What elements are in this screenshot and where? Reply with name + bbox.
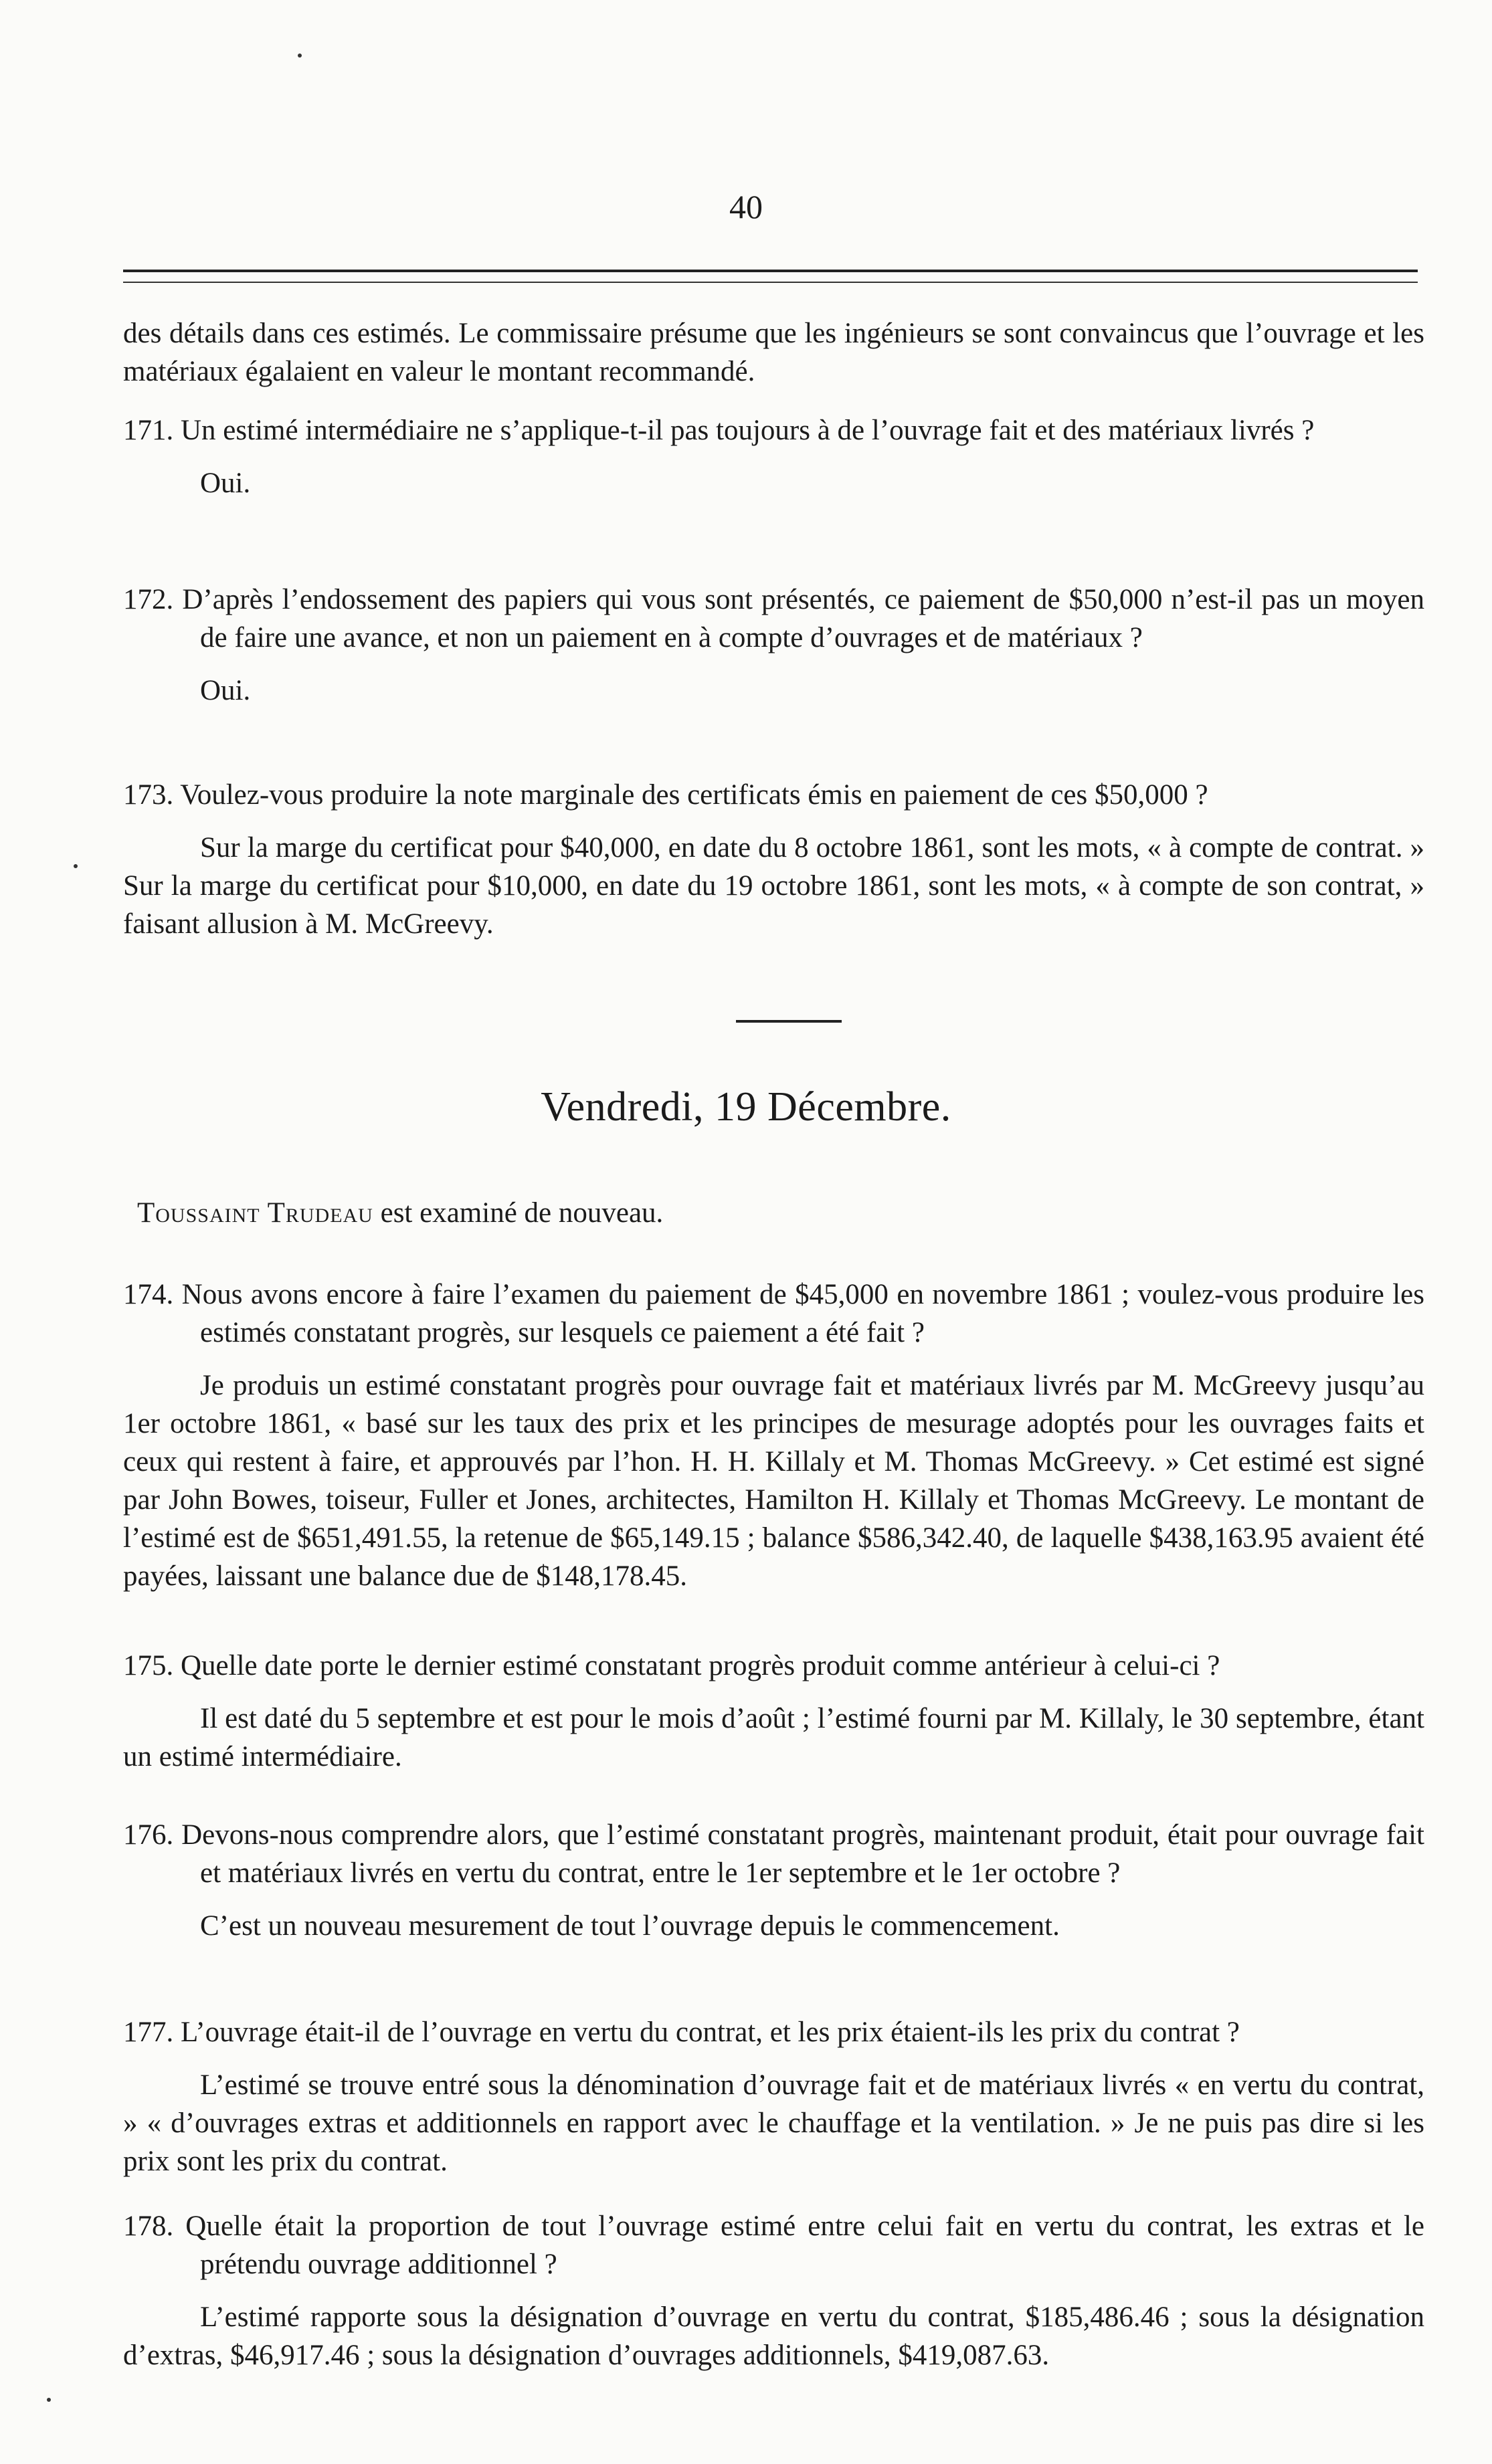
section-divider (736, 1020, 842, 1023)
question-175 (123, 1647, 1424, 1776)
intro-paragraph (123, 314, 1424, 391)
question-173 (123, 776, 1424, 943)
question-text: 173. Voulez-vous produire la note marginale des certificats émis en paiement de ces $50,000 ? (123, 779, 1208, 811)
question-text: 177. L’ouvrage était-il de l’ouvrage en vertu du contrat, et les prix étaient-ils les prix du contrat ? (123, 2017, 1240, 2048)
question-177 (123, 2013, 1424, 2180)
header-rule-thick (123, 270, 1418, 272)
answer-text: Je produis un estimé constatant progrès pour ouvrage fait et matériaux livrés par M. McGreevy jusqu’au 1er octobre 1861, « basé sur les taux des prix et les principes de mesurage adoptés pour les ouvrages faits et ceux qui restent à faire, et approuvés par l’hon. H. H. Killaly et M. Thomas McGreevy. » Cet estimé est signé par John Bowes, toiseur, Fuller et Jones, architectes, Hamilton H. Killaly et Thomas McGreevy. Le montant de l’estimé est de $651,491.55, la retenue de $65,149.15 ; balance $586,342.40, de laquelle $438,163.95 avaient été payées, laissant une balance due de $148,178.45. (123, 1370, 1424, 1592)
question-text: 176. Devons-nous comprendre alors, que l’estimé constatant progrès, maintenant produit, était pour ouvrage fait et matériaux livrés en vertu du contrat, entre le 1er septembre et le 1er octobre ? (123, 1819, 1424, 1889)
intro-text: des détails dans ces estimés. Le commissaire présume que les ingénieurs se sont convaincus que l’ouvrage et les matériaux égalaient en valeur le montant recommandé. (123, 318, 1424, 387)
answer-text: Il est daté du 5 septembre et est pour le mois d’août ; l’estimé fourni par M. Killaly, le 30 septembre, étant un estimé intermédiaire. (123, 1703, 1424, 1772)
answer-text: Sur la marge du certificat pour $40,000, en date du 8 octobre 1861, sont les mots, « à compte de contrat. » Sur la marge du certificat pour $10,000, en date du 19 octobre 1861, sont les mots, « à compte de son contrat, » faisant allusion à M. McGreevy. (123, 832, 1424, 940)
answer-text: L’estimé rapporte sous la désignation d’ouvrage en vertu du contrat, $185,486.46 ; sous la désignation d’extras, $46,917.46 ; sous la désignation d’ouvrages additionnels, $419,087.63. (123, 2301, 1424, 2371)
question-172 (123, 581, 1424, 710)
section-date-heading: Vendredi, 19 Décembre. (541, 1084, 951, 1130)
witness-text: est examiné de nouveau. (380, 1197, 664, 1229)
scan-speck (47, 2398, 51, 2402)
question-178 (123, 2207, 1424, 2374)
question-171 (123, 411, 1424, 502)
question-text: 172. D’après l’endossement des papiers qui vous sont présentés, ce paiement de $50,000 n’est-il pas un moyen de faire une avance, et non un paiement en à compte d’ouvrages et de matériaux ? (123, 584, 1424, 653)
scan-speck (74, 864, 78, 868)
answer-text: L’estimé se trouve entré sous la dénomination d’ouvrage fait et de matériaux livrés « en vertu du contrat, » « d’ouvrages extras et additionnels en rapport avec le chauffage et la ventilation. » Je ne puis pas dire si les prix sont les prix du contrat. (123, 2069, 1424, 2177)
question-text: 175. Quelle date porte le dernier estimé constatant progrès produit comme antérieur à celui-ci ? (123, 1650, 1220, 1681)
header-rule-thin (123, 282, 1418, 283)
question-text: 178. Quelle était la proportion de tout l’ouvrage estimé entre celui fait en vertu du contrat, les extras et le prétendu ouvrage additionnel ? (123, 2211, 1424, 2280)
question-text: 171. Un estimé intermédiaire ne s’applique-t-il pas toujours à de l’ouvrage fait et des matériaux livrés ? (123, 415, 1315, 446)
question-176 (123, 1816, 1424, 1945)
question-174 (123, 1275, 1424, 1595)
witness-line (137, 1194, 663, 1232)
scan-speck (298, 54, 302, 58)
witness-name: Toussaint Trudeau (137, 1197, 373, 1229)
answer-text: Oui. (200, 675, 251, 706)
page-number: 40 (729, 188, 763, 225)
answer-text: Oui. (200, 468, 251, 499)
answer-text: C’est un nouveau mesurement de tout l’ouvrage depuis le commencement. (200, 1910, 1060, 1942)
question-text: 174. Nous avons encore à faire l’examen du paiement de $45,000 en novembre 1861 ; voulez-vous produire les estimés constatant progrès, sur lesquels ce paiement a été fait ? (123, 1279, 1424, 1348)
